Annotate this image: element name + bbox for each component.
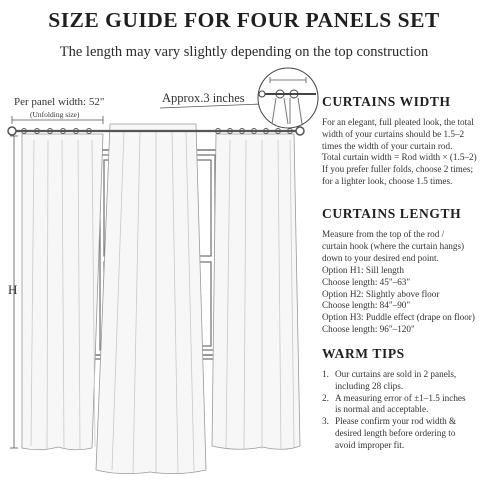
width-line: If you prefer fuller folds, choose 2 times; bbox=[322, 164, 474, 175]
tip-line: avoid improper fit. bbox=[335, 439, 405, 450]
width-line: Total curtain width = Rod width × (1.5–2) bbox=[322, 152, 477, 163]
width-line: For an elegant, full pleated look, the total bbox=[322, 117, 474, 127]
tip-line: including 28 clips. bbox=[335, 380, 404, 391]
tip-line: Our curtains are sold in 2 panels, bbox=[335, 369, 457, 379]
length-option: Option H2: Slightly above floor bbox=[322, 288, 440, 299]
width-line: times the width of your curtain rod. bbox=[322, 140, 453, 151]
width-line: for a lighter look, choose 1.5 times. bbox=[322, 175, 453, 186]
unfolding-size-label: (Unfolding size) bbox=[30, 110, 80, 119]
tip-number: 2. bbox=[322, 392, 329, 403]
length-option: Choose length: 45"–63" bbox=[322, 276, 411, 287]
tip-item bbox=[322, 369, 466, 393]
curtain-panel-1 bbox=[22, 134, 103, 450]
tip-number: 3. bbox=[322, 416, 329, 427]
tip-line: desired length before ordering to bbox=[335, 427, 456, 438]
length-line: down to your desired end point. bbox=[322, 252, 439, 263]
approx-label: Approx.3 inches bbox=[162, 91, 245, 105]
length-option: Choose length: 96"–120" bbox=[322, 323, 415, 334]
length-option: Option H3: Puddle effect (drape on floor) bbox=[322, 312, 475, 323]
length-options bbox=[322, 265, 475, 336]
curtains-length-text bbox=[322, 229, 464, 264]
curtains-width-text bbox=[322, 117, 477, 188]
tip-line: A measuring error of ±1–1.5 inches bbox=[335, 392, 466, 403]
width-line: width of your curtains should be 1.5–2 bbox=[322, 128, 465, 139]
page-title: SIZE GUIDE FOR FOUR PANELS SET bbox=[48, 8, 440, 32]
panel-width-label: Per panel width: 52" bbox=[14, 96, 105, 108]
height-label: H bbox=[8, 282, 18, 297]
length-line: Measure from the top of the rod / bbox=[322, 229, 445, 239]
curtains-width-heading: CURTAINS WIDTH bbox=[322, 94, 451, 109]
curtains-length-heading: CURTAINS LENGTH bbox=[322, 206, 462, 221]
length-option: Choose length: 84"–90" bbox=[322, 300, 411, 311]
curtain-panel-3 bbox=[212, 134, 300, 450]
curtain-panel-2 bbox=[96, 124, 206, 474]
warm-tips-list bbox=[322, 369, 466, 452]
warm-tips-heading: WARM TIPS bbox=[322, 346, 405, 361]
tip-number: 1. bbox=[322, 369, 329, 379]
detail-magnifier bbox=[258, 68, 318, 128]
tip-item bbox=[322, 416, 466, 451]
page-subtitle: The length may vary slightly depending on the top construction bbox=[59, 44, 429, 60]
tip-line: Please confirm your rod width & bbox=[335, 416, 457, 427]
length-option: Option H1: Sill length bbox=[322, 265, 404, 275]
tip-line: is normal and acceptable. bbox=[335, 404, 429, 415]
length-line: curtain hook (where the curtain hangs) bbox=[322, 240, 465, 251]
tip-item bbox=[322, 393, 466, 417]
